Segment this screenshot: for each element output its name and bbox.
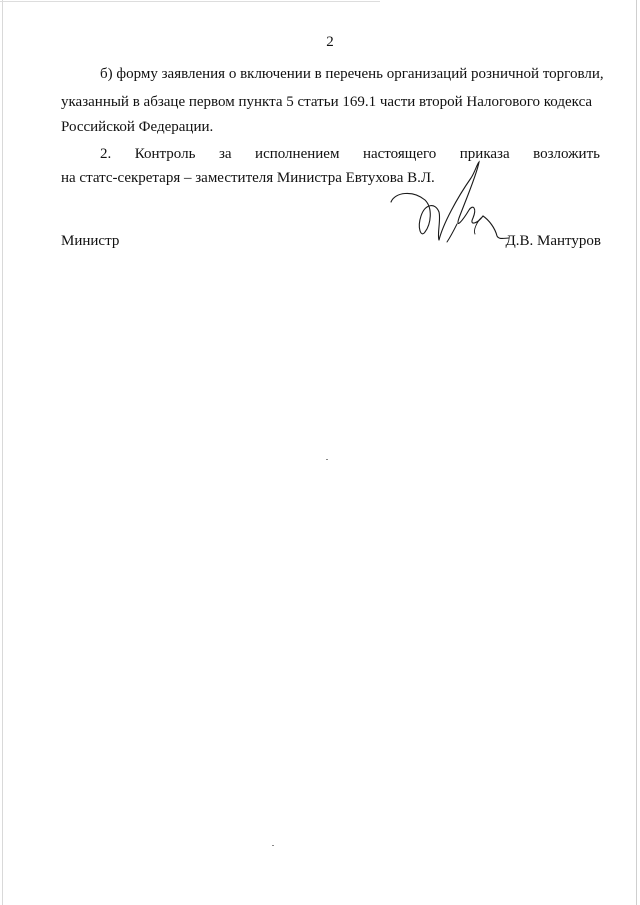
paragraph-b-line-1: б) форму заявления о включении в перечень организаций розничной торговли,	[100, 66, 604, 82]
scan-speck	[326, 459, 328, 460]
scan-edge-left	[2, 0, 3, 905]
item-2-word: приказа	[459, 146, 510, 162]
item-2-word: Контроль	[134, 146, 196, 162]
item-2-line-2: на статс-секретаря – заместителя Министра Евтухова В.Л.	[61, 170, 435, 186]
item-2-word: 2.	[100, 146, 112, 162]
item-2-word: исполнением	[255, 146, 340, 162]
paragraph-b-line-3: Российской Федерации.	[61, 119, 214, 135]
signatory-title: Министр	[61, 233, 120, 249]
item-2-word: возложить	[533, 146, 600, 162]
handwritten-signature	[385, 158, 515, 250]
item-2-word: настоящего	[362, 146, 437, 162]
scan-edge-right	[636, 0, 637, 905]
page-number: 2	[326, 34, 334, 50]
paragraph-b-line-2: указанный в абзаце первом пункта 5 статьи 169.1 части второй Налогового кодекса	[61, 94, 593, 110]
scan-speck	[272, 845, 274, 846]
item-2-word: за	[218, 146, 232, 162]
signatory-name: Д.В. Мантуров	[505, 233, 601, 249]
item-2-line-1	[100, 144, 600, 164]
scan-edge-top	[0, 1, 380, 2]
